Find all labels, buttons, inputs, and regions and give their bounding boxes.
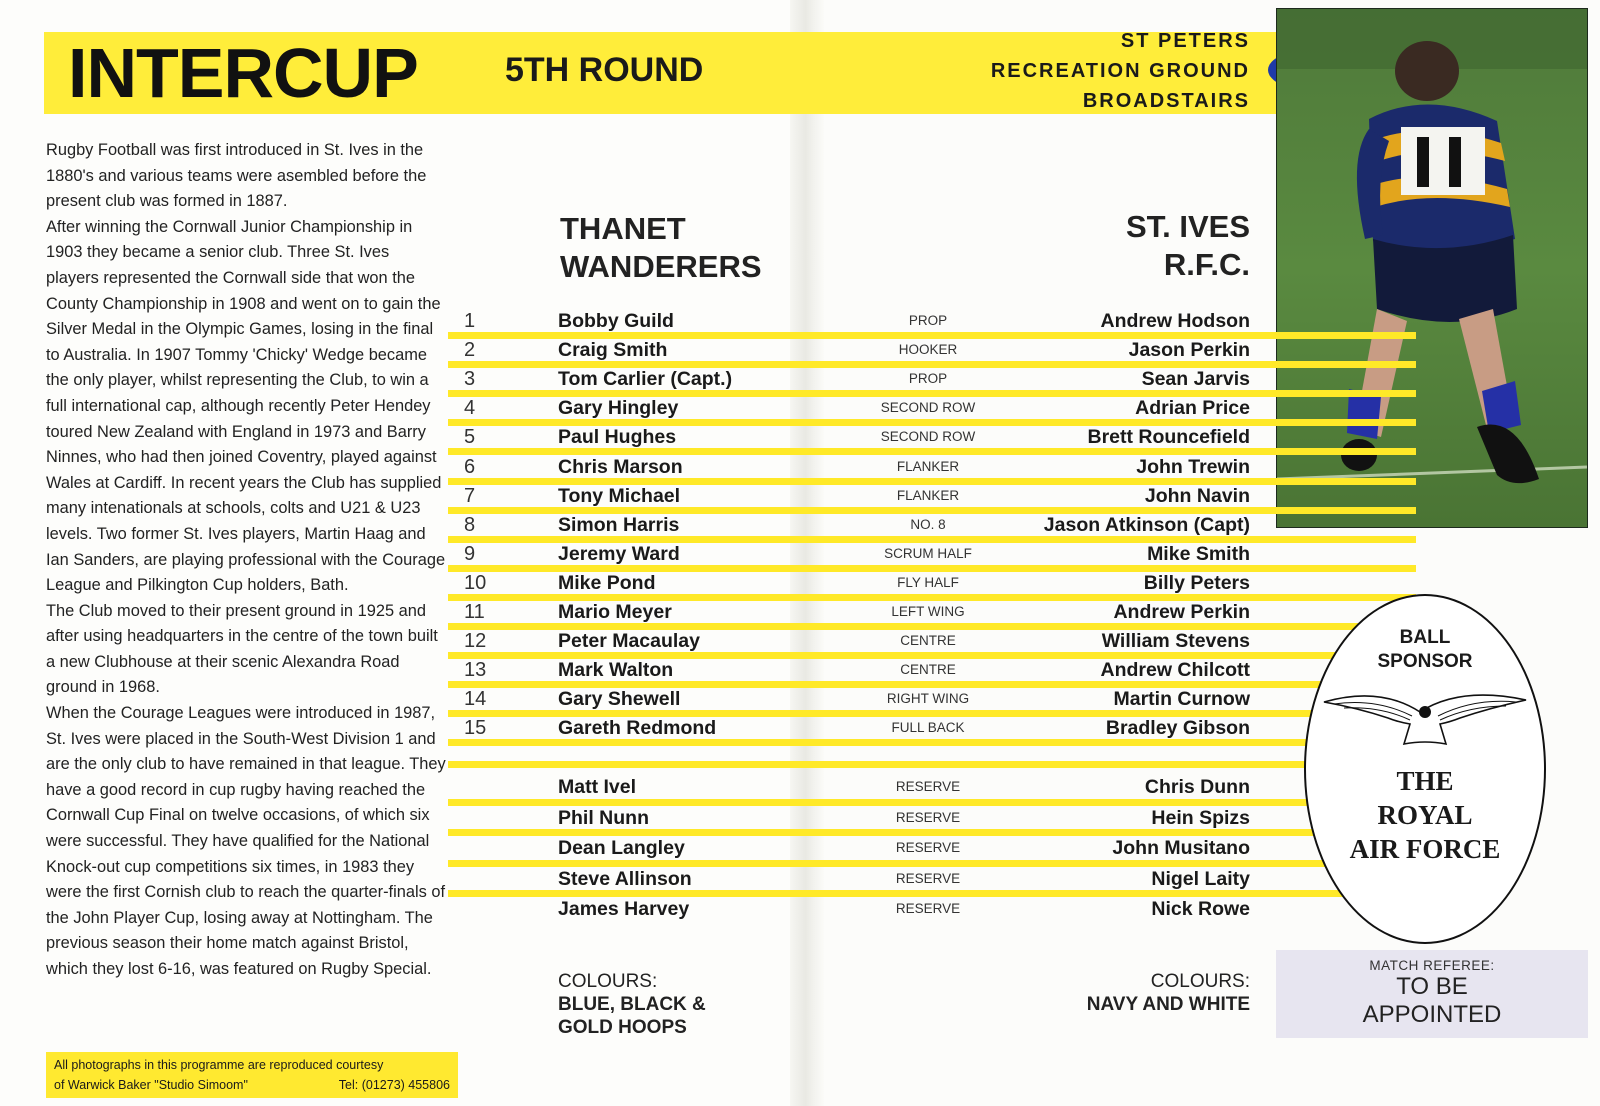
photo-credit	[46, 1052, 458, 1098]
home-player: Tony Michael	[558, 484, 681, 507]
colours-label: COLOURS:	[1150, 971, 1250, 992]
away-player: Adrian Price	[1135, 397, 1250, 420]
row-stripe	[448, 623, 1416, 630]
away-player: Andrew Perkin	[1113, 601, 1250, 623]
away-colours	[1000, 970, 1250, 1016]
position-label: SCRUM HALF	[884, 545, 972, 561]
sponsor-name	[1306, 764, 1544, 866]
sponsor-label-line: SPONSOR	[1377, 651, 1473, 672]
shirt-number: 11	[464, 601, 485, 623]
referee-value: APPOINTED	[1362, 1001, 1502, 1028]
position-label: FLY HALF	[897, 574, 959, 590]
row-stripe	[448, 829, 1416, 836]
shirt-number: 2	[464, 339, 476, 362]
venue-line: ST PETERS	[1120, 30, 1250, 52]
away-player: John Trewin	[1136, 455, 1250, 478]
position-label: RESERVE	[895, 870, 961, 886]
row-stripe	[448, 565, 1416, 572]
club-history	[46, 138, 446, 983]
shirt-number: 10	[464, 571, 487, 594]
sponsor-label	[1306, 626, 1544, 674]
home-reserve: Matt Ivel	[558, 776, 637, 798]
position-label: RESERVE	[895, 809, 961, 825]
home-reserve: James Harvey	[558, 898, 690, 920]
history-paragraph: After winning the Cornwall Junior Championship in 1903 they became a senior club. Three St. Ives players represented the Cornwall side that won the County Championship in 1908 and went on to gain the Silver Medal in the Olympic Games, losing in the final to Australia. In 1907 Tommy 'Chicky' Wedge became the only player, whilst representing the Club, to win a full international cap, although recently Peter Hendey toured New Zealand with England in 1973 and Barry Ninnes, who had then joined Coventry, played against Wales at Cardiff. In recent years the Club has supplied many intenationals at schools, colts and U21 & U23 levels. Two former St. Ives players, Martin Haag and Ian Sanders, are playing professional with the Courage League and Pilkington Cup holders, Bath.	[46, 217, 446, 595]
row-stripe	[448, 332, 1416, 339]
sponsor-name-line: ROYAL	[1377, 800, 1473, 830]
history-paragraph: Rugby Football was first introduced in St. Ives in the 1880's and various teams were asembled before the present club was formed in 1887.	[46, 141, 427, 211]
shirt-number: 5	[464, 426, 476, 449]
home-player: Craig Smith	[558, 339, 668, 362]
home-team-line: THANET	[560, 211, 686, 246]
shirt-number: 7	[464, 484, 476, 507]
row-stripe	[448, 419, 1416, 426]
away-player: Jason Perkin	[1128, 339, 1250, 362]
row-stripe	[448, 761, 1416, 768]
position-label: RESERVE	[895, 901, 961, 916]
credit-phone: Tel: (01273) 455806	[338, 1078, 450, 1092]
sponsor-label-line: BALL	[1399, 627, 1451, 648]
position-label: FLANKER	[896, 487, 960, 503]
shirt-number: 13	[464, 659, 487, 682]
away-player: William Stevens	[1101, 630, 1250, 653]
home-player: Tom Carlier (Capt.)	[558, 368, 733, 391]
shirt-number: 14	[464, 688, 487, 711]
shirt-number: 9	[464, 542, 476, 565]
away-reserve: John Musitano	[1112, 837, 1250, 859]
position-label: FULL BACK	[891, 720, 965, 736]
row-stripe	[448, 448, 1416, 455]
home-player: Mark Walton	[558, 659, 674, 682]
row-stripe	[448, 478, 1416, 485]
venue	[960, 26, 1250, 116]
credit-line: All photographs in this programme are reproduced courtesy	[54, 1058, 384, 1072]
row-stripe	[448, 361, 1416, 368]
home-reserve: Steve Allinson	[558, 867, 692, 890]
shirt-number: 1	[464, 310, 476, 332]
away-team-name	[1060, 208, 1250, 284]
home-player: Paul Hughes	[558, 426, 677, 449]
away-reserve: Nick Rowe	[1151, 898, 1250, 920]
away-player: Mike Smith	[1147, 542, 1250, 565]
home-colours-value: GOLD HOOPS	[558, 1017, 687, 1038]
sponsor-name-line: AIR FORCE	[1349, 834, 1501, 864]
position-label: RIGHT WING	[886, 691, 970, 707]
home-player: Chris Marson	[558, 455, 683, 478]
away-player: John Navin	[1144, 484, 1250, 507]
position-label: HOOKER	[898, 342, 958, 358]
row-stripe	[448, 739, 1416, 746]
history-paragraph: When the Courage Leagues were introduced in 1987, St. Ives were placed in the South-West Division 1 and are the only club to have remained in that league. They have a good record in cup rugby having reached the Cornwall Cup Final on twelve occasions, of which six were successful. They have qualified for the National Knock-out cup competitions six times, in 1983 they were the first Cornish club to reach the quarter-finals of the John Player Cup, losing away at Nottingham. The previous season their home match against Bristol, which they lost 6-16, was featured on Rugby Special.	[46, 704, 446, 978]
home-colours-value: BLUE, BLACK &	[558, 994, 706, 1015]
referee-label: MATCH REFEREE:	[1369, 958, 1495, 973]
position-label: SECOND ROW	[880, 400, 976, 416]
away-player: Andrew Chilcott	[1100, 659, 1250, 682]
home-player: Peter Macaulay	[558, 630, 700, 653]
position-label: NO. 8	[910, 516, 946, 532]
credit-line: of Warwick Baker "Studio Simoom"	[54, 1078, 248, 1092]
row-stripe	[448, 536, 1416, 543]
away-player: Andrew Hodson	[1100, 310, 1250, 332]
shirt-number: 15	[464, 717, 487, 740]
away-team-line: R.F.C.	[1163, 247, 1250, 282]
shirt-number: 3	[464, 368, 476, 391]
position-label: RESERVE	[895, 840, 961, 855]
referee-value: TO BE	[1396, 973, 1468, 1000]
row-stripe	[448, 594, 1416, 601]
row-stripe	[448, 390, 1416, 397]
shirt-number: 4	[464, 397, 476, 420]
position-label: PROP	[908, 313, 948, 328]
shirt-number: 12	[464, 630, 487, 653]
home-team-line: WANDERERS	[560, 249, 762, 284]
away-reserve: Hein Spizs	[1151, 806, 1250, 829]
page-title: INTERCUP	[68, 34, 418, 112]
row-stripe	[448, 890, 1416, 897]
row-stripe	[448, 860, 1416, 867]
venue-line: RECREATION GROUND	[990, 60, 1250, 82]
position-label: CENTRE	[900, 662, 956, 678]
row-stripe	[448, 507, 1416, 514]
shirt-number: 6	[464, 455, 476, 478]
home-player: Bobby Guild	[558, 310, 674, 332]
home-reserve: Phil Nunn	[558, 806, 649, 829]
position-label: FLANKER	[896, 458, 960, 474]
away-player: Jason Atkinson (Capt)	[1043, 513, 1250, 536]
row-stripe	[448, 799, 1416, 806]
shirt-number: 8	[464, 513, 476, 536]
home-player: Gary Hingley	[558, 397, 679, 420]
position-label: CENTRE	[900, 633, 956, 649]
away-player: Martin Curnow	[1113, 688, 1250, 711]
home-colours	[558, 970, 706, 1039]
row-stripe	[448, 681, 1416, 688]
home-player: Gareth Redmond	[558, 717, 717, 740]
away-reserve: Chris Dunn	[1144, 776, 1250, 798]
away-player: Brett Rouncefield	[1087, 426, 1250, 449]
sponsor-name-line: THE	[1396, 766, 1454, 796]
position-label: SECOND ROW	[880, 429, 976, 445]
ball-sponsor	[1304, 594, 1546, 944]
position-label: LEFT WING	[891, 604, 965, 619]
programme-spine	[790, 0, 824, 1106]
row-stripe	[448, 652, 1416, 659]
away-team-line: ST. IVES	[1125, 209, 1250, 244]
home-reserve: Dean Langley	[558, 837, 685, 859]
row-stripe	[448, 710, 1416, 717]
away-player: Bradley Gibson	[1105, 717, 1250, 740]
colours-label: COLOURS:	[558, 971, 658, 992]
home-player: Mario Meyer	[558, 601, 672, 623]
position-label: RESERVE	[895, 779, 961, 794]
home-player: Gary Shewell	[558, 688, 681, 711]
away-player: Sean Jarvis	[1141, 368, 1250, 391]
away-player: Billy Peters	[1143, 571, 1250, 594]
home-player: Jeremy Ward	[558, 542, 680, 565]
home-team-name	[560, 210, 762, 286]
venue-line: BROADSTAIRS	[1082, 90, 1250, 112]
round-title: 5TH ROUND	[505, 51, 704, 89]
away-colours-value: NAVY AND WHITE	[1086, 994, 1250, 1015]
position-label: PROP	[908, 371, 948, 387]
raf-eagle-icon	[1320, 682, 1530, 752]
history-paragraph: The Club moved to their present ground in 1925 and after using headquarters in the centre of the town built a new Clubhouse at their scenic Alexandra Road ground in 1968.	[46, 601, 438, 697]
home-player: Simon Harris	[558, 513, 680, 536]
home-player: Mike Pond	[558, 571, 656, 594]
match-referee	[1276, 950, 1588, 1038]
away-reserve: Nigel Laity	[1151, 867, 1250, 890]
